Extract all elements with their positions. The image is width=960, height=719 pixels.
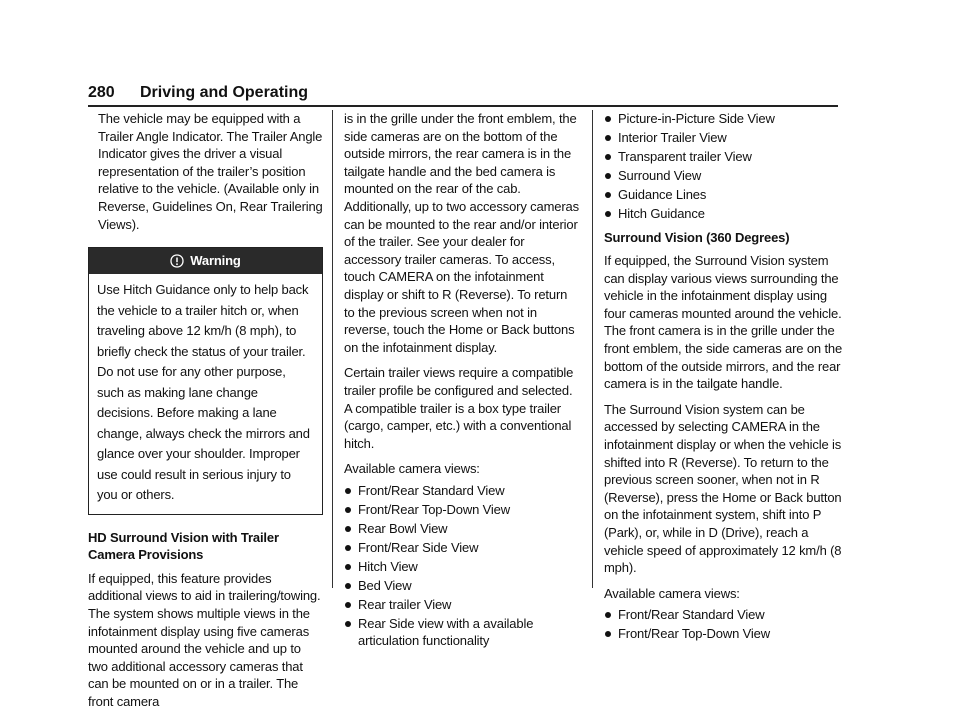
list-item <box>344 577 579 595</box>
column-1 <box>88 110 323 719</box>
bullet-icon <box>345 507 351 513</box>
body-paragraph: Certain trailer views require a compatible trailer profile be configured and selected. A compatible trailer is a box type trailer (cargo, camper, etc.) with a conventional hitch. <box>344 365 574 451</box>
warning-body: Use Hitch Guidance only to help back the vehicle to a trailer hitch or, when traveling above 12 km/h (8 mph), to briefly check the status of your trailer. Do not use for any other purpose, such as making lane change decisions. Before making a lane change, always check the mirrors and glance over your shoulder. Improper use could result in serious injury to you or others. <box>97 282 310 503</box>
bullet-icon <box>605 631 611 637</box>
list-item <box>344 539 579 557</box>
list-item-text: Bed View <box>358 577 412 593</box>
list-item-text: Transparent trailer View <box>618 148 752 164</box>
bullet-icon <box>605 154 611 160</box>
bullet-icon <box>345 602 351 608</box>
views-label: Available camera views: <box>344 461 480 477</box>
intro-paragraph: The vehicle may be equipped with a Trailer Angle Indicator. The Trailer Angle Indicator gives the driver a visual representation of the trailer’s position relative to the vehicle. (Available only in Reverse, Guidelines On, Rear Trailering Views). <box>98 111 323 232</box>
section-title: Driving and Operating <box>140 84 309 101</box>
list-item <box>344 596 579 614</box>
bullet-icon <box>345 526 351 532</box>
bullet-icon <box>605 192 611 198</box>
list-item-text: Front/Rear Side View <box>358 539 479 555</box>
column-divider <box>592 110 593 588</box>
list-item-text: Guidance Lines <box>618 186 707 202</box>
column-3 <box>604 110 844 649</box>
list-item <box>344 520 579 538</box>
bullet-icon <box>345 583 351 589</box>
list-item-text: Front/Rear Standard View <box>618 607 765 623</box>
list-item-text: Front/Rear Standard View <box>358 482 505 498</box>
list-item-text: Rear trailer View <box>358 596 452 612</box>
body-paragraph: The Surround Vision system can be accessed by selecting CAMERA in the infotainment display or when the vehicle is shifted into R (Reverse). To return to the previous screen sooner, when not in R (Reverse), press the Home or Back button on the infotainment system, shift into P (Park), or, while in D (Drive), reach a vehicle speed of approximately 12 km/h (8 mph). <box>604 401 842 576</box>
list-item <box>344 482 579 500</box>
camera-views-list <box>604 606 844 643</box>
camera-views-list-continued <box>604 110 844 223</box>
views-label: Available camera views: <box>604 585 740 601</box>
body-paragraph: If equipped, the Surround Vision system can display various views surrounding the vehicle in the infotainment display using four cameras mounted around the vehicle. The front camera is in the grille under the front emblem, the side cameras are on the bottom of the outside mirrors, and the rear camera is in the tailgate handle. <box>604 253 843 392</box>
page-header <box>88 84 838 108</box>
page-number: 280 <box>88 84 115 101</box>
list-item-text: Hitch Guidance <box>618 205 705 221</box>
warning-header <box>89 248 322 274</box>
body-paragraph: If equipped, this feature provides additional views to aid in trailering/towing. The system shows multiple views in the infotainment display using five cameras mounted around the vehicle and up to two additional accessory cameras that can be mounted on or in a trailer. The front camera <box>88 570 321 709</box>
list-item <box>604 110 844 128</box>
section-heading: HD Surround Vision with Trailer Camera Provisions <box>88 529 279 563</box>
column-divider <box>332 110 333 588</box>
column-2 <box>344 110 579 656</box>
list-item-text: Interior Trailer View <box>618 129 727 145</box>
list-item <box>604 129 844 147</box>
list-item-text: Front/Rear Top-Down View <box>358 501 510 517</box>
list-item-text: Hitch View <box>358 558 418 574</box>
bullet-icon <box>605 211 611 217</box>
bullet-icon <box>345 564 351 570</box>
bullet-icon <box>345 488 351 494</box>
bullet-icon <box>605 612 611 618</box>
list-item <box>604 167 844 185</box>
list-item <box>604 205 844 223</box>
list-item-text: Surround View <box>618 167 702 183</box>
list-item <box>604 186 844 204</box>
list-item <box>604 625 844 643</box>
list-item <box>344 501 579 519</box>
camera-views-list <box>344 482 579 650</box>
bullet-icon <box>345 621 351 627</box>
warning-box <box>88 247 323 515</box>
list-item <box>604 148 844 166</box>
header-rule <box>88 105 838 107</box>
list-item <box>344 558 579 576</box>
warning-title: Warning <box>190 253 241 269</box>
body-paragraph: is in the grille under the front emblem, the side cameras are on the bottom of the outside mirrors, the rear camera is in the tailgate handle and the bed camera is mounted on the rear of the cab. Additionally, up to two accessory cameras can be mounted to the rear and/or interior of the trailer. See your dealer for accessory trailer cameras. To access, touch CAMERA on the infotainment display or shift to R (Reverse). To return to the previous screen when not in reverse, touch the Home or Back buttons on the infotainment display. <box>344 111 579 355</box>
list-item-text: Picture-in-Picture Side View <box>618 111 775 126</box>
bullet-icon <box>605 116 611 122</box>
list-item-text: Front/Rear Top-Down View <box>618 626 770 642</box>
list-item-text: Rear Bowl View <box>358 520 448 536</box>
section-heading: Surround Vision (360 Degrees) <box>604 229 790 245</box>
bullet-icon <box>605 135 611 141</box>
bullet-icon <box>605 173 611 179</box>
list-item <box>344 615 579 650</box>
bullet-icon <box>345 545 351 551</box>
list-item <box>604 606 844 624</box>
list-item-text: Rear Side view with a available articulation functionality <box>358 615 534 649</box>
warning-icon <box>170 254 184 268</box>
